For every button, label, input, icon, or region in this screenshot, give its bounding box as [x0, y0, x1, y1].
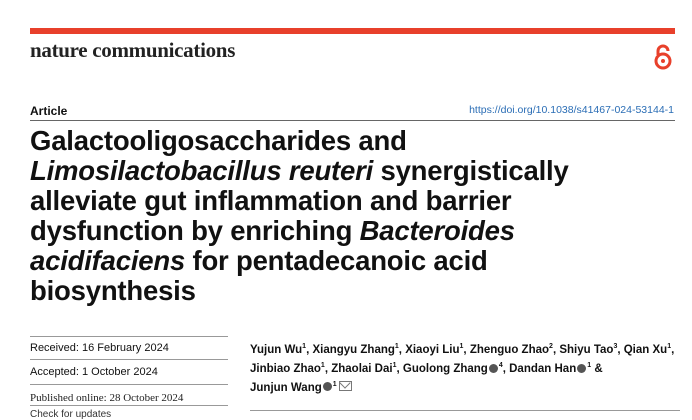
author-name[interactable]: Zhenguo Zhao	[469, 343, 550, 356]
title-line: dysfunction by enriching Bacteroides	[30, 215, 515, 246]
article-type: Article	[30, 104, 68, 118]
open-access-lock-icon	[652, 44, 674, 70]
author-name[interactable]: Zhaolai Dai	[331, 362, 393, 375]
title-line: Galactooligosaccharides and	[30, 125, 407, 156]
author-name[interactable]: Qian Xu	[623, 343, 668, 356]
title-line: alleviate gut inflammation and barrier	[30, 185, 512, 216]
check-updates-label: Check for updates	[30, 409, 112, 420]
author-name[interactable]: Xiangyu Zhang	[312, 343, 395, 356]
affiliation-number: 1	[302, 343, 307, 350]
affiliation-number: 1	[459, 343, 464, 350]
author-name[interactable]: Guolong Zhang	[402, 362, 488, 375]
affiliation-number: 1	[667, 343, 672, 350]
authors-divider	[250, 410, 680, 411]
author-name[interactable]: Yujun Wu	[250, 343, 303, 356]
title-line: biosynthesis	[30, 275, 196, 306]
affiliation-number: 1	[392, 361, 397, 369]
author-name[interactable]: Shiyu Tao	[559, 343, 614, 356]
journal-name: nature communications	[30, 38, 236, 62]
author-name[interactable]: Xiaoyi Liu	[405, 343, 460, 356]
affiliation-number: 1	[587, 361, 592, 369]
journal-header-bar	[30, 28, 675, 34]
dates-divider	[30, 384, 228, 385]
orcid-icon[interactable]	[577, 364, 586, 373]
author-list: Yujun Wu$^1$, Xiangyu Zhang$^1$, Xiaoyi Liu$^1$, Zhenguo Zhao$^2$, Shiyu Tao$^3$, Qian Xu$^1$, Jinbiao Zhao$^1$, Zhaolai Dai$^1$, Guolong Zhang $^4$, Dandan Han $^1$ & Junjun Wang $^1$	[250, 343, 675, 394]
orcid-icon[interactable]	[323, 382, 332, 391]
affiliation-number: 1	[394, 343, 399, 350]
author-name[interactable]: Junjun Wang	[250, 381, 322, 394]
check-updates-link[interactable]	[30, 409, 111, 420]
affiliation-number: 4	[498, 361, 503, 369]
affiliation-number: 3	[613, 343, 618, 350]
accepted-date: Accepted: 1 October 2024	[30, 366, 158, 378]
affiliation-number: 1	[332, 380, 337, 388]
dates-divider	[30, 336, 228, 337]
author-name[interactable]: Jinbiao Zhao	[250, 362, 321, 375]
header-divider	[30, 120, 675, 121]
dates-divider	[30, 405, 228, 406]
author-name[interactable]: Dandan Han	[509, 362, 577, 375]
dates-divider	[30, 359, 228, 360]
orcid-icon[interactable]	[489, 364, 498, 373]
doi-link[interactable]: https://doi.org/10.1038/s41467-024-53144-1	[469, 104, 674, 116]
title-line: acidifaciens for pentadecanoic acid	[30, 245, 488, 276]
received-date: Received: 16 February 2024	[30, 342, 169, 354]
published-date: Published online: 28 October 2024	[30, 392, 184, 404]
affiliation-number: 2	[549, 343, 553, 350]
title-line: Limosilactobacillus reuteri synergistically	[30, 155, 569, 186]
email-icon[interactable]	[339, 381, 352, 391]
article-title	[30, 126, 680, 306]
affiliation-number: 1	[320, 361, 325, 369]
